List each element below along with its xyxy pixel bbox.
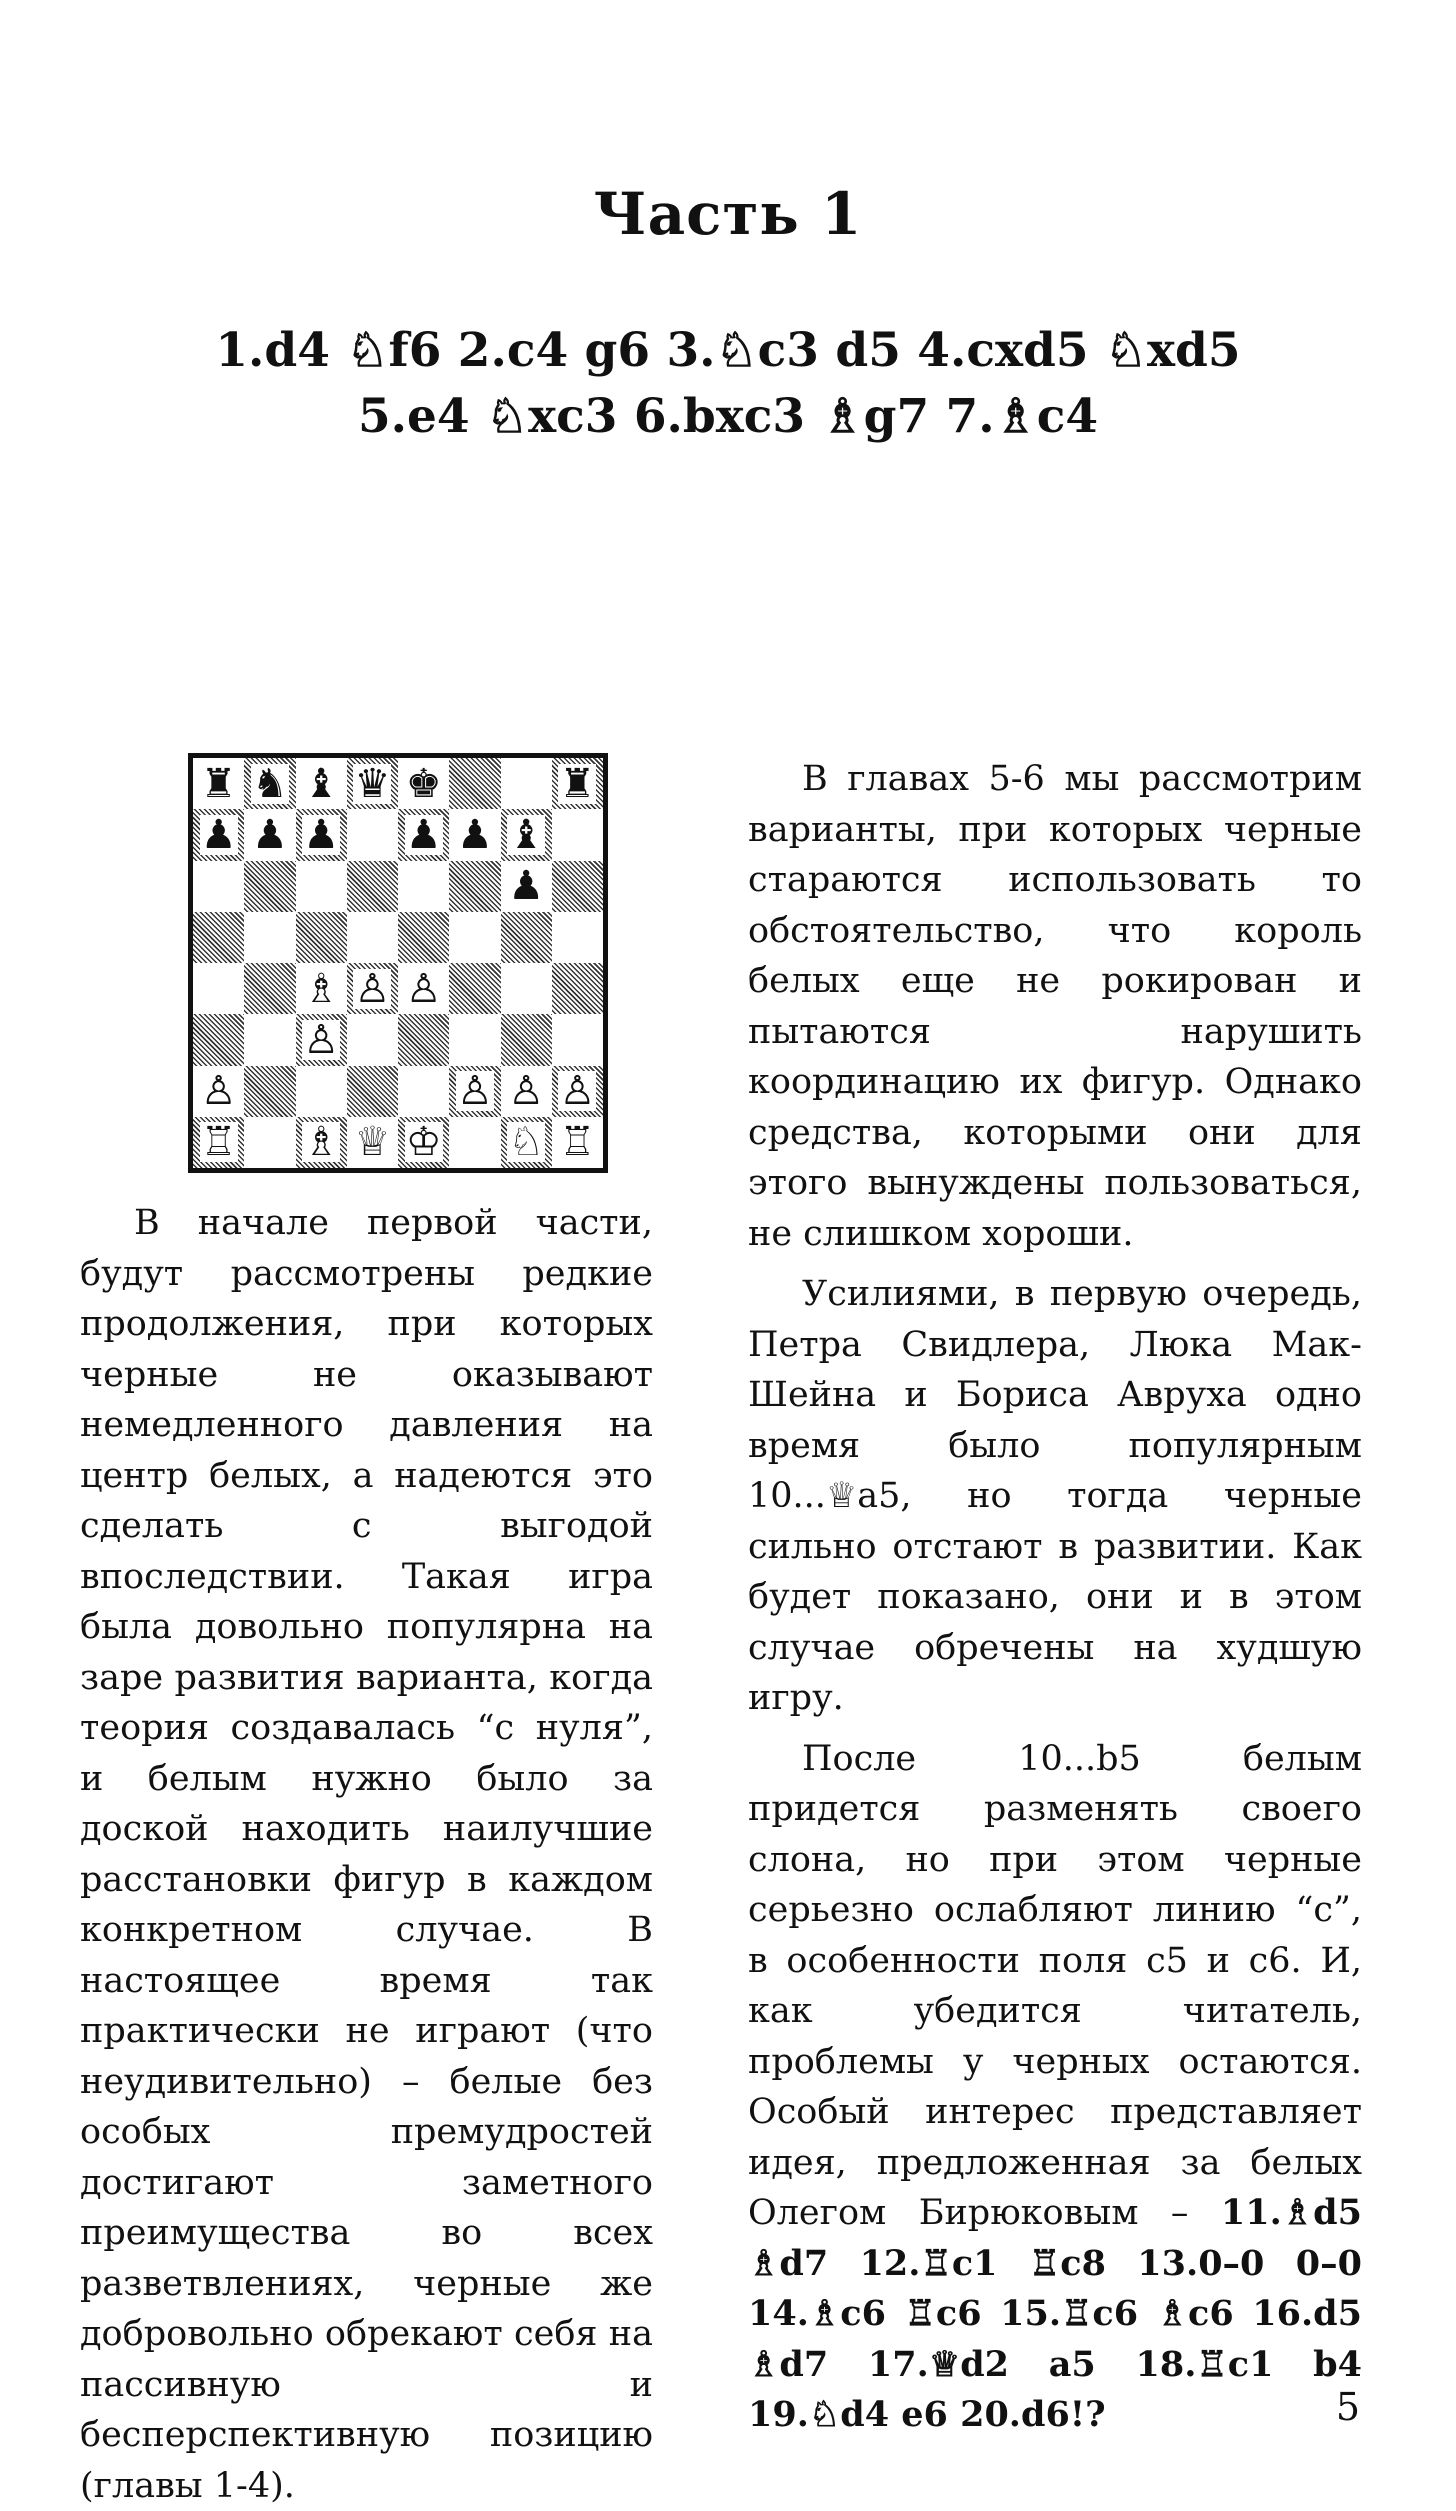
board-square xyxy=(193,963,244,1014)
board-square xyxy=(398,809,449,860)
right-paragraph-2: Усилиями, в первую очередь, Петра Свидлера, Люка Мак-Шейна и Бориса Авруха одно время было популярным 10...♕a5, но тогда черные сильно отстают в развитии. Как будет показано, они и в этом случае обречены на худшую игру. xyxy=(748,1274,1362,1718)
chess-piece: ♙ xyxy=(508,1068,545,1115)
chess-piece: ♟ xyxy=(200,811,237,858)
board-square xyxy=(398,758,449,809)
board-square xyxy=(398,963,449,1014)
board-square xyxy=(449,1066,500,1117)
board-square xyxy=(296,963,347,1014)
board-square xyxy=(552,861,603,912)
chess-piece: ♜ xyxy=(200,760,237,807)
board-square xyxy=(398,861,449,912)
left-paragraph: В начале первой части, будут рассмотрены редкие продолжения, при которых черные не оказывают немедленного давления на центр белых, а надеются это сделать с выгодой впоследствии. Такая игра была довольно популярна на заре развития варианта, когда теория создавалась “с нуля”, и белым нужно было за доской находить наилучшие расстановки фигур в каждом конкретном случае. В настоящее время так практически не играют (что неудивительно) – белые без особых премудростей достигают заметного преимущества во всех разветвлениях, черные же добровольно обрекают себя на пассивную и бесперспективную позицию (главы 1-4). xyxy=(80,1203,653,2506)
board-square xyxy=(244,1117,295,1168)
board-square xyxy=(449,861,500,912)
board-square xyxy=(552,1117,603,1168)
chess-piece: ♕ xyxy=(354,1119,391,1166)
board-square xyxy=(296,1117,347,1168)
chess-piece: ♛ xyxy=(354,760,391,807)
board-square xyxy=(347,1014,398,1065)
board-square xyxy=(398,912,449,963)
board-square xyxy=(193,861,244,912)
board-square xyxy=(552,809,603,860)
board-square xyxy=(296,912,347,963)
chess-piece: ♗ xyxy=(303,1119,340,1166)
moves-line-1: 1.d4 ♘f6 2.c4 g6 3.♘c3 d5 4.cxd5 ♘xd5 xyxy=(215,323,1241,378)
chess-piece: ♙ xyxy=(354,965,391,1012)
chess-piece: ♟ xyxy=(508,863,545,910)
board-square xyxy=(347,963,398,1014)
chess-piece: ♙ xyxy=(456,1068,493,1115)
right-paragraph-3-text: После 10...b5 белым придется разменять своего слона, но при этом черные серьезно ослабляют линию “с”, в особенности поля с5 и с6. И, как убедится читатель, проблемы у черных остаются. Особый интерес представляет идея, предложенная за белых Олегом Бирюковым – xyxy=(748,1738,1362,2233)
part-title: Часть 1 xyxy=(593,180,863,248)
board-square xyxy=(501,1066,552,1117)
board-square xyxy=(501,758,552,809)
chess-piece: ♙ xyxy=(405,965,442,1012)
board-square xyxy=(449,1117,500,1168)
board-square xyxy=(244,861,295,912)
left-column xyxy=(80,1198,653,2511)
board-square xyxy=(449,1014,500,1065)
chess-diagram xyxy=(188,753,608,1173)
chess-piece: ♟ xyxy=(251,811,288,858)
board-square xyxy=(296,758,347,809)
chess-piece: ♝ xyxy=(303,760,340,807)
board-square xyxy=(193,809,244,860)
chess-piece: ♞ xyxy=(251,760,288,807)
board-square xyxy=(296,861,347,912)
board-square xyxy=(244,758,295,809)
board-square xyxy=(501,861,552,912)
board-square xyxy=(449,758,500,809)
board-square xyxy=(449,963,500,1014)
board-square xyxy=(347,1066,398,1117)
chess-piece: ♙ xyxy=(559,1068,596,1115)
board-square xyxy=(347,1117,398,1168)
chess-piece: ♟ xyxy=(456,811,493,858)
board-square xyxy=(193,758,244,809)
board-square xyxy=(449,809,500,860)
board-square xyxy=(244,963,295,1014)
chess-piece: ♝ xyxy=(508,811,545,858)
chess-piece: ♖ xyxy=(559,1119,596,1166)
board-square xyxy=(296,809,347,860)
chess-piece: ♔ xyxy=(405,1119,442,1166)
board-square xyxy=(244,1014,295,1065)
board-square xyxy=(193,1014,244,1065)
moves-line-2: 5.e4 ♘xc3 6.bxc3 ♗g7 7.♗c4 xyxy=(357,389,1099,444)
page-number: 5 xyxy=(1335,2385,1360,2429)
board-square xyxy=(501,1117,552,1168)
right-paragraph-1: В главах 5-6 мы рассмотрим варианты, при которых черные стараются использовать то обстоятельство, что король белых еще не рокирован и пытаются нарушить координацию их фигур. Однако средства, которыми они для этого вынуждены пользоваться, не слишком хороши. xyxy=(748,759,1362,1254)
variation-moves: 11.♗d5 ♗d7 12.♖c1 ♖c8 13.0–0 0–0 14.♗c6 ♖c6 15.♖c6 ♗c6 16.d5 ♗d7 17.♕d2 a5 18.♖c1 b4 19.♘d4 e6 20.d6!? xyxy=(748,2192,1362,2435)
board-square xyxy=(398,1117,449,1168)
board-square xyxy=(552,1014,603,1065)
board-square xyxy=(244,809,295,860)
board-square xyxy=(193,1117,244,1168)
board-square xyxy=(552,758,603,809)
chess-piece: ♙ xyxy=(303,1016,340,1063)
chess-piece: ♟ xyxy=(303,811,340,858)
chess-piece: ♜ xyxy=(559,760,596,807)
board-square xyxy=(501,912,552,963)
board-square xyxy=(347,758,398,809)
board-square xyxy=(193,912,244,963)
board-square xyxy=(347,912,398,963)
board-square xyxy=(193,1066,244,1117)
board-square xyxy=(347,861,398,912)
board-square xyxy=(244,1066,295,1117)
chess-piece: ♘ xyxy=(508,1119,545,1166)
board-square xyxy=(501,963,552,1014)
board-square xyxy=(398,1066,449,1117)
right-paragraph-3 xyxy=(748,1734,1362,2441)
board-square xyxy=(296,1014,347,1065)
board-square xyxy=(347,809,398,860)
chess-piece: ♗ xyxy=(303,965,340,1012)
board-square xyxy=(552,963,603,1014)
board-square xyxy=(501,809,552,860)
board-square xyxy=(296,1066,347,1117)
chess-piece: ♖ xyxy=(200,1119,237,1166)
chess-piece: ♟ xyxy=(405,811,442,858)
board-square xyxy=(552,1066,603,1117)
right-column xyxy=(748,754,1362,2441)
board-square xyxy=(449,912,500,963)
board-square xyxy=(552,912,603,963)
opening-moves xyxy=(0,318,1456,450)
board-square xyxy=(398,1014,449,1065)
chess-piece: ♚ xyxy=(405,760,442,807)
board-square xyxy=(244,912,295,963)
chess-board xyxy=(193,758,603,1168)
chess-piece: ♙ xyxy=(200,1068,237,1115)
board-square xyxy=(501,1014,552,1065)
